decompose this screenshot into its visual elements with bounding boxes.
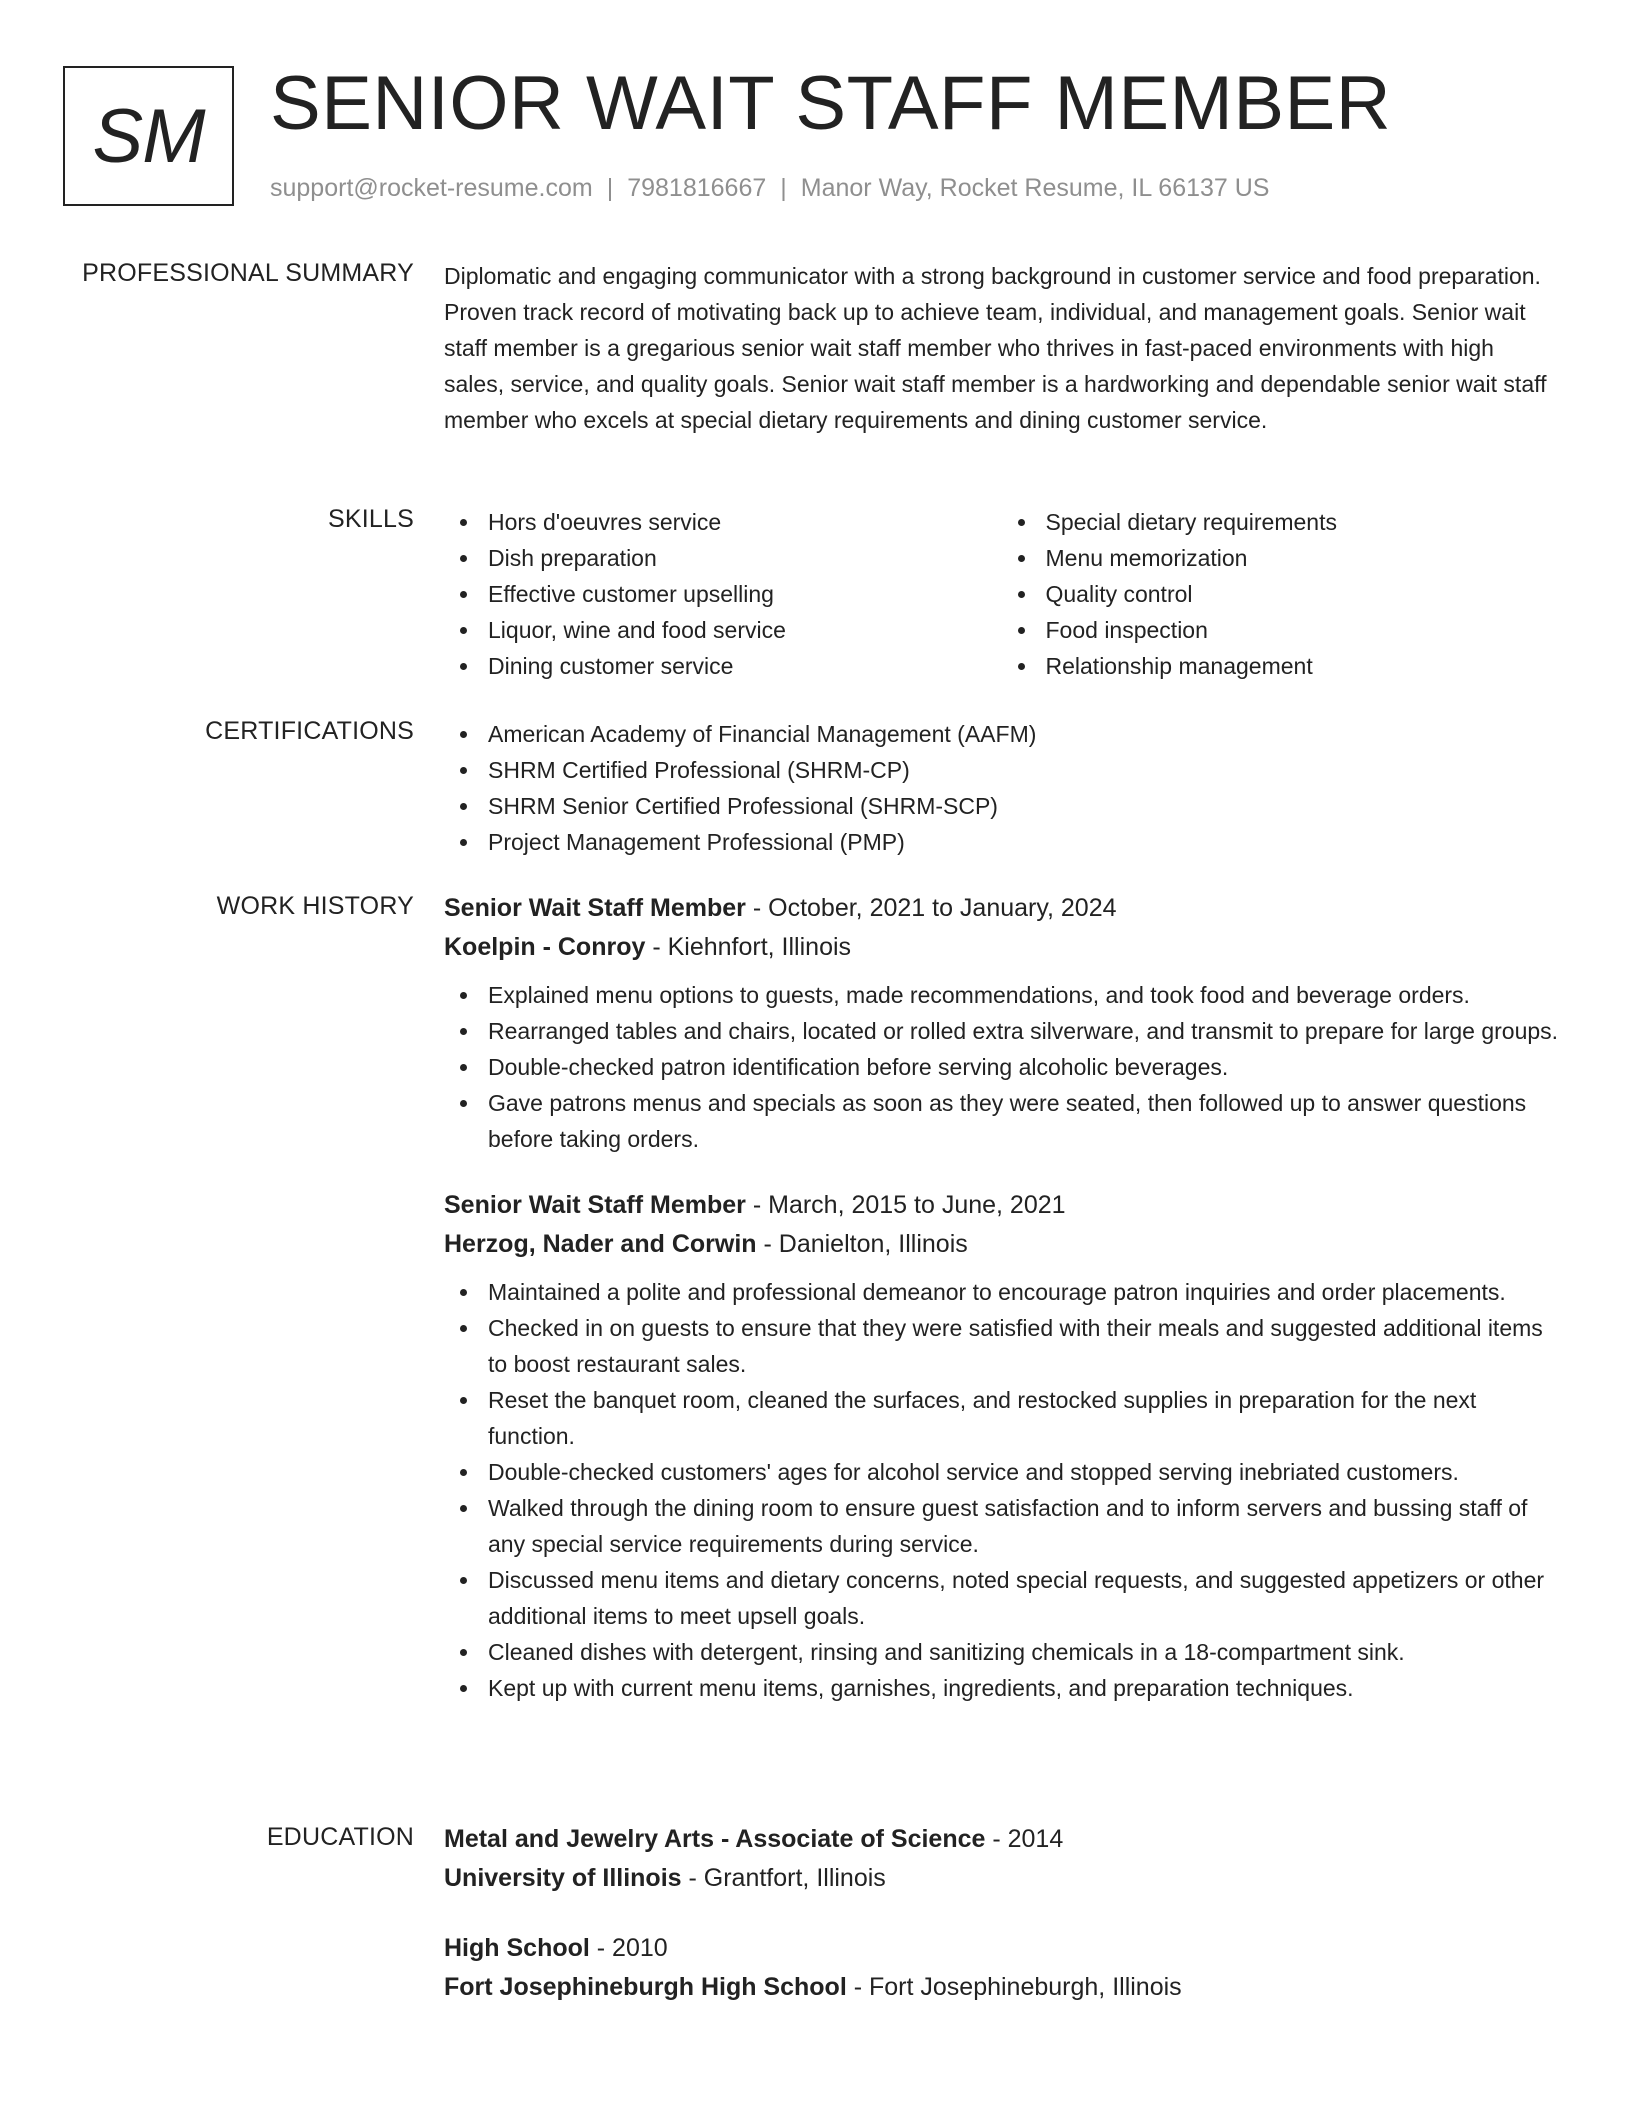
skill-item: Food inspection (1046, 612, 1560, 648)
skills-label: SKILLS (328, 505, 414, 533)
education-entry (444, 1929, 1559, 2007)
work-history-body (444, 889, 1559, 1706)
job-company: Koelpin - Conroy (444, 933, 646, 961)
contact-line (270, 174, 1269, 203)
education-degree-line (444, 1929, 1559, 1968)
contact-address: Manor Way, Rocket Resume, IL 66137 US (800, 174, 1270, 202)
job-company: Herzog, Nader and Corwin (444, 1230, 757, 1258)
job-dates: - March, 2015 to June, 2021 (745, 1191, 1066, 1219)
certification-item: SHRM Certified Professional (SHRM-CP) (488, 752, 1559, 788)
job-duty-item: Checked in on guests to ensure that they were satisfied with their meals and suggested additional items to boost restaurant sales. (488, 1310, 1559, 1382)
education-year: - 2010 (589, 1934, 668, 1962)
contact-phone: 7981816667 (627, 174, 767, 202)
skill-item: Hors d'oeuvres service (488, 504, 1002, 540)
education-location: - Grantfort, Illinois (681, 1864, 886, 1892)
job-org-line (444, 1225, 1559, 1264)
certification-item: American Academy of Financial Management (AAFM) (488, 716, 1559, 752)
job-duty-item: Discussed menu items and dietary concerns, noted special requests, and suggested appetizers or other additional items to meet upsell goals. (488, 1562, 1559, 1634)
candidate-title: SENIOR WAIT STAFF MEMBER (270, 61, 1392, 146)
contact-separator: | (606, 174, 614, 202)
skills-list-right (1002, 504, 1560, 684)
certifications-label: CERTIFICATIONS (205, 717, 414, 745)
job-duty-item: Walked through the dining room to ensure guest satisfaction and to inform servers and bussing staff of any special service requirements during service. (488, 1490, 1559, 1562)
job-title: Senior Wait Staff Member (444, 894, 746, 922)
certification-item: Project Management Professional (PMP) (488, 824, 1559, 860)
education-degree: Metal and Jewelry Arts - Associate of Science (444, 1825, 986, 1853)
skill-item: Menu memorization (1046, 540, 1560, 576)
education-degree-line (444, 1820, 1559, 1859)
job-duty-item: Reset the banquet room, cleaned the surfaces, and restocked supplies in preparation for the next function. (488, 1382, 1559, 1454)
certifications-body (444, 716, 1559, 860)
job-entry (444, 1186, 1559, 1706)
summary-label: PROFESSIONAL SUMMARY (82, 259, 414, 287)
job-title-line (444, 1186, 1559, 1225)
education-label: EDUCATION (266, 1823, 414, 1851)
skills-list-left (444, 504, 1002, 684)
job-duties-list (444, 1274, 1559, 1706)
contact-separator: | (780, 174, 787, 202)
resume-header (63, 61, 1563, 216)
monogram-logo: SM (63, 66, 234, 206)
skill-item: Liquor, wine and food service (488, 612, 1002, 648)
skill-item: Quality control (1046, 576, 1560, 612)
job-duty-item: Explained menu options to guests, made recommendations, and took food and beverage orders. (488, 977, 1559, 1013)
certification-item: SHRM Senior Certified Professional (SHRM-SCP) (488, 788, 1559, 824)
work-history-label: WORK HISTORY (216, 892, 414, 920)
job-org-line (444, 928, 1559, 967)
job-duty-item: Rearranged tables and chairs, located or rolled extra silverware, and transmit to prepare for large groups. (488, 1013, 1559, 1049)
job-dates: - October, 2021 to January, 2024 (745, 894, 1117, 922)
contact-email: support@rocket-resume.com (270, 174, 593, 202)
job-duties-list (444, 977, 1559, 1157)
summary-text: Diplomatic and engaging communicator with a strong background in customer service and food preparation. Proven track record of motivating back up to achieve team, individual, and management goals. Senior wait staff member is a gregarious senior wait staff member who thrives in fast-paced environments with high sales, service, and quality goals. Senior wait staff member is a hardworking and dependable senior wait staff member who excels at special dietary requirements and dining customer service. (444, 263, 1547, 433)
job-duty-item: Cleaned dishes with detergent, rinsing and sanitizing chemicals in a 18-compartment sink. (488, 1634, 1559, 1670)
education-school: Fort Josephineburgh High School (444, 1973, 847, 2001)
job-duty-item: Maintained a polite and professional demeanor to encourage patron inquiries and order placements. (488, 1274, 1559, 1310)
skill-item: Relationship management (1046, 648, 1560, 684)
job-title-line (444, 889, 1559, 928)
job-title: Senior Wait Staff Member (444, 1191, 746, 1219)
skills-body (444, 504, 1559, 684)
education-entry (444, 1820, 1559, 1898)
education-body (444, 1820, 1559, 2007)
education-school: University of Illinois (444, 1864, 682, 1892)
education-school-line (444, 1968, 1559, 2007)
education-year: - 2014 (985, 1825, 1064, 1853)
certifications-list (444, 716, 1559, 860)
job-duty-item: Double-checked customers' ages for alcohol service and stopped serving inebriated customers. (488, 1454, 1559, 1490)
job-duty-item: Kept up with current menu items, garnishes, ingredients, and preparation techniques. (488, 1670, 1559, 1706)
job-entry (444, 889, 1559, 1157)
education-degree: High School (444, 1934, 590, 1962)
job-location: - Danielton, Illinois (756, 1230, 968, 1258)
skill-item: Dish preparation (488, 540, 1002, 576)
education-school-line (444, 1859, 1559, 1898)
skill-item: Dining customer service (488, 648, 1002, 684)
skill-item: Effective customer upselling (488, 576, 1002, 612)
job-location: - Kiehnfort, Illinois (645, 933, 852, 961)
education-location: - Fort Josephineburgh, Illinois (846, 1973, 1182, 2001)
job-duty-item: Gave patrons menus and specials as soon as they were seated, then followed up to answer questions before taking orders. (488, 1085, 1559, 1157)
skill-item: Special dietary requirements (1046, 504, 1560, 540)
job-duty-item: Double-checked patron identification before serving alcoholic beverages. (488, 1049, 1559, 1085)
